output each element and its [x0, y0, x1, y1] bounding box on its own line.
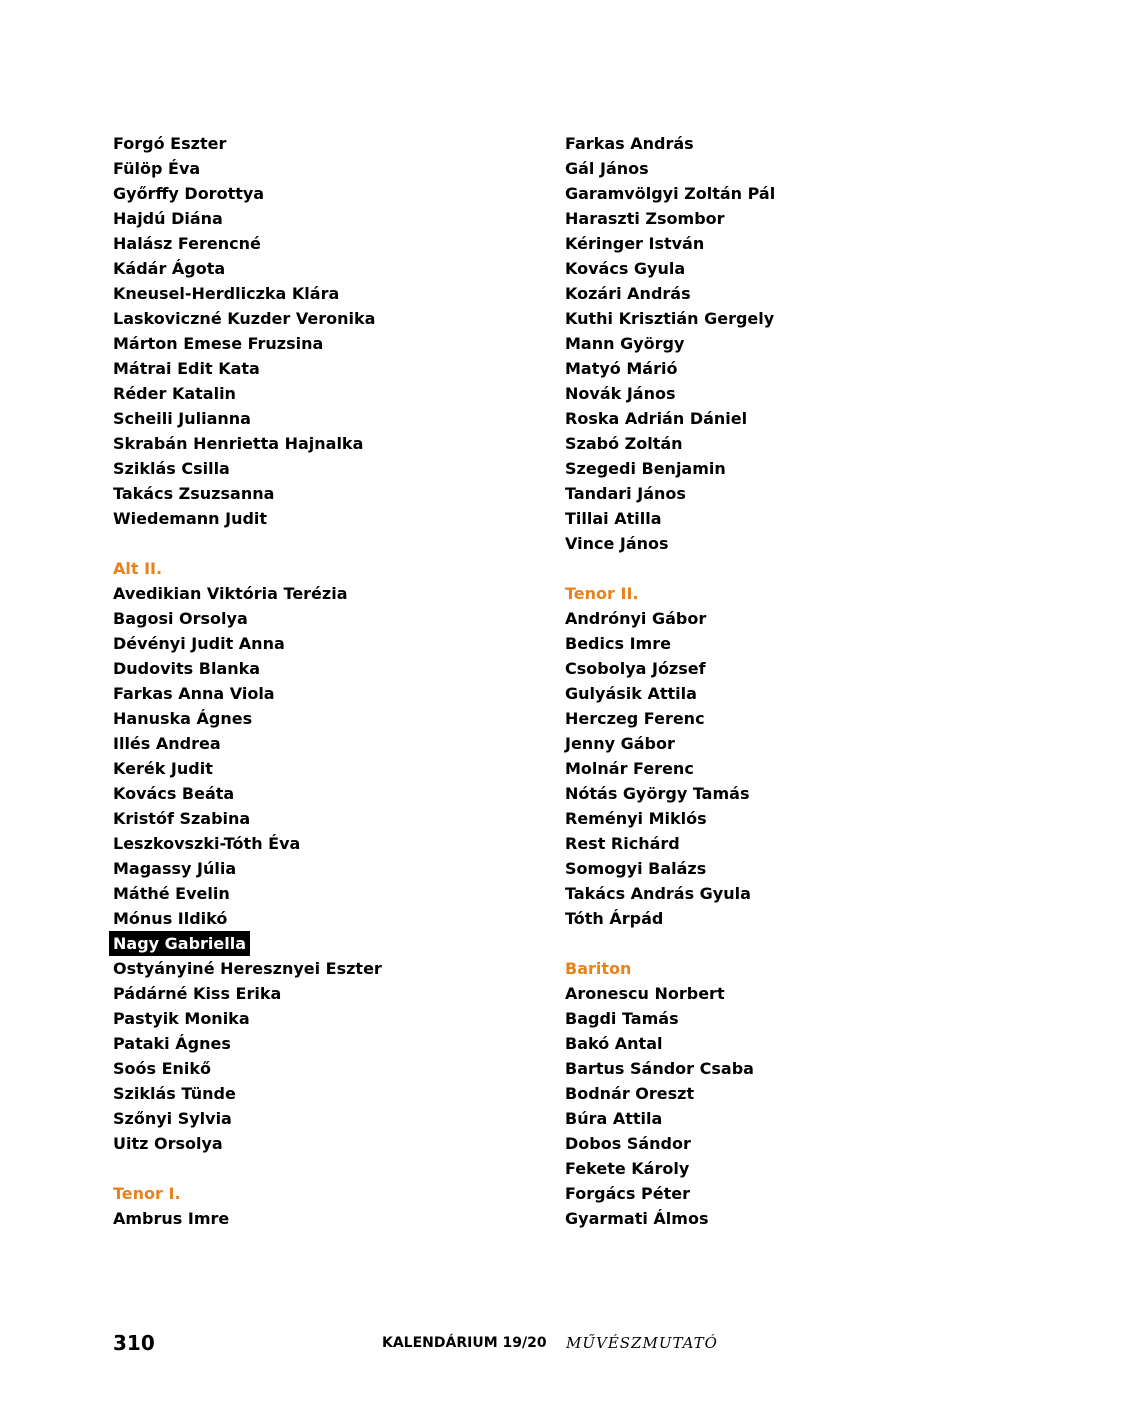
name-entry	[113, 356, 382, 381]
name-text: Gulyásik Attila	[565, 684, 697, 703]
name-text: Rest Richárd	[565, 834, 680, 853]
name-text: Molnár Ferenc	[565, 759, 694, 778]
name-entry	[565, 356, 775, 381]
name-text: Nótás György Tamás	[565, 784, 750, 803]
name-entry	[565, 1081, 775, 1106]
page-number: 310	[113, 1331, 155, 1355]
name-text: Magassy Júlia	[113, 859, 237, 878]
name-text: Somogyi Balázs	[565, 859, 707, 878]
name-entry	[113, 981, 382, 1006]
name-text: Máthé Evelin	[113, 884, 230, 903]
name-text: Mónus Ildikó	[113, 909, 228, 928]
name-text: Szegedi Benjamin	[565, 459, 726, 478]
name-text: Soós Enikő	[113, 1059, 212, 1078]
name-text: Hajdú Diána	[113, 209, 223, 228]
name-text: Csobolya József	[565, 659, 706, 678]
name-text: Pataki Ágnes	[113, 1034, 231, 1053]
name-entry	[565, 631, 775, 656]
section-title: MŰVÉSZMUTATÓ	[566, 1334, 718, 1352]
voice-section-heading	[565, 581, 775, 606]
name-text: Laskoviczné Kuzder Veronika	[113, 309, 376, 328]
name-text: Tandari János	[565, 484, 686, 503]
name-text: Ostyányiné Heresznyei Eszter	[113, 959, 382, 978]
name-entry	[565, 381, 775, 406]
name-text: Sziklás Csilla	[113, 459, 230, 478]
voice-section-heading	[113, 1181, 382, 1206]
name-entry	[113, 1131, 382, 1156]
name-entry	[565, 406, 775, 431]
name-text: Szőnyi Sylvia	[113, 1109, 232, 1128]
name-text: Búra Attila	[565, 1109, 663, 1128]
name-entry	[565, 1206, 775, 1231]
name-text: Andrónyi Gábor	[565, 609, 707, 628]
name-text: Garamvölgyi Zoltán Pál	[565, 184, 776, 203]
name-entry	[113, 656, 382, 681]
name-text: Farkas András	[565, 134, 694, 153]
name-entry	[113, 731, 382, 756]
name-entry	[565, 456, 775, 481]
name-entry	[565, 1031, 775, 1056]
name-text: Kádár Ágota	[113, 259, 226, 278]
name-entry	[113, 581, 382, 606]
name-entry	[113, 431, 382, 456]
name-text: Halász Ferencné	[113, 234, 261, 253]
name-text: Kovács Gyula	[565, 259, 686, 278]
name-text: Mann György	[565, 334, 685, 353]
name-text: Vince János	[565, 534, 669, 553]
name-entry	[565, 1106, 775, 1131]
name-entry	[113, 856, 382, 881]
name-text: Takács Zsuzsanna	[113, 484, 275, 503]
name-text: Bagosi Orsolya	[113, 609, 248, 628]
name-entry	[113, 681, 382, 706]
name-text: Uitz Orsolya	[113, 1134, 223, 1153]
name-text: Ambrus Imre	[113, 1209, 230, 1228]
name-entry	[113, 756, 382, 781]
name-entry	[113, 831, 382, 856]
name-text: Avedikian Viktória Terézia	[113, 584, 348, 603]
name-text: Kristóf Szabina	[113, 809, 251, 828]
name-text: Bartus Sándor Csaba	[565, 1059, 754, 1078]
name-entry	[565, 656, 775, 681]
name-entry	[113, 256, 382, 281]
name-text: Reményi Miklós	[565, 809, 707, 828]
name-entry	[113, 281, 382, 306]
name-text: Skrabán Henrietta Hajnalka	[113, 434, 364, 453]
section-heading-text: Tenor II.	[565, 584, 639, 603]
name-entry	[113, 1056, 382, 1081]
name-text: Forgács Péter	[565, 1184, 690, 1203]
name-entry	[565, 1156, 775, 1181]
name-entry	[565, 1181, 775, 1206]
section-heading-text: Bariton	[565, 959, 632, 978]
name-entry	[565, 431, 775, 456]
name-entry	[565, 531, 775, 556]
name-entry	[565, 131, 775, 156]
name-entry	[113, 806, 382, 831]
name-text: Fekete Károly	[565, 1159, 690, 1178]
name-text: Bedics Imre	[565, 634, 671, 653]
name-text: Aronescu Norbert	[565, 984, 725, 1003]
name-entry	[565, 756, 775, 781]
name-text: Illés Andrea	[113, 734, 221, 753]
name-text: Gyarmati Álmos	[565, 1209, 709, 1228]
name-entry	[113, 906, 382, 931]
name-entry	[113, 156, 382, 181]
right-name-column	[565, 131, 775, 1231]
name-entry	[565, 906, 775, 931]
name-text: Márton Emese Fruzsina	[113, 334, 324, 353]
name-text: Matyó Márió	[565, 359, 678, 378]
name-text: Novák János	[565, 384, 676, 403]
name-entry	[113, 131, 382, 156]
section-spacer	[565, 556, 775, 581]
name-entry	[565, 781, 775, 806]
name-text: Hanuska Ágnes	[113, 709, 253, 728]
name-entry	[113, 881, 382, 906]
name-entry	[565, 331, 775, 356]
name-entry	[565, 156, 775, 181]
name-entry	[113, 231, 382, 256]
name-text: Leszkovszki-Tóth Éva	[113, 834, 301, 853]
name-entry	[565, 256, 775, 281]
left-name-column	[113, 131, 382, 1231]
name-entry	[565, 1006, 775, 1031]
name-entry	[113, 381, 382, 406]
voice-section-heading	[565, 956, 775, 981]
name-entry	[113, 456, 382, 481]
name-text: Pádárné Kiss Erika	[113, 984, 282, 1003]
section-spacer	[565, 931, 775, 956]
name-text: Kovács Beáta	[113, 784, 235, 803]
name-entry	[565, 206, 775, 231]
name-text: Mátrai Edit Kata	[113, 359, 260, 378]
name-text: Wiedemann Judit	[113, 509, 268, 528]
name-text: Tóth Árpád	[565, 909, 664, 928]
highlighted-name-entry	[113, 931, 382, 956]
name-text: Takács András Gyula	[565, 884, 751, 903]
voice-section-heading	[113, 556, 382, 581]
name-entry	[565, 706, 775, 731]
name-text: Roska Adrián Dániel	[565, 409, 748, 428]
name-entry	[565, 281, 775, 306]
name-entry	[565, 881, 775, 906]
name-entry	[565, 1131, 775, 1156]
name-text: Forgó Eszter	[113, 134, 227, 153]
name-entry	[113, 1106, 382, 1131]
name-entry	[565, 481, 775, 506]
name-entry	[113, 781, 382, 806]
name-entry	[565, 231, 775, 256]
name-text: Kneusel-Herdliczka Klára	[113, 284, 340, 303]
name-text: Scheili Julianna	[113, 409, 251, 428]
name-entry	[565, 981, 775, 1006]
name-entry	[113, 1206, 382, 1231]
name-entry	[565, 731, 775, 756]
name-text: Bodnár Oreszt	[565, 1084, 695, 1103]
name-entry	[113, 956, 382, 981]
name-entry	[113, 306, 382, 331]
name-text: Herczeg Ferenc	[565, 709, 705, 728]
name-text: Dudovits Blanka	[113, 659, 261, 678]
name-entry	[565, 506, 775, 531]
name-entry	[113, 331, 382, 356]
name-entry	[113, 481, 382, 506]
highlighted-name-text: Nagy Gabriella	[109, 931, 250, 956]
name-text: Tillai Atilla	[565, 509, 662, 528]
name-entry	[113, 406, 382, 431]
name-text: Kozári András	[565, 284, 691, 303]
section-heading-text: Tenor I.	[113, 1184, 181, 1203]
name-entry	[565, 806, 775, 831]
name-text: Dobos Sándor	[565, 1134, 691, 1153]
name-text: Haraszti Zsombor	[565, 209, 725, 228]
name-entry	[113, 606, 382, 631]
name-text: Farkas Anna Viola	[113, 684, 275, 703]
section-heading-text: Alt II.	[113, 559, 163, 578]
name-entry	[113, 631, 382, 656]
name-text: Réder Katalin	[113, 384, 236, 403]
name-text: Jenny Gábor	[565, 734, 675, 753]
name-entry	[565, 606, 775, 631]
name-text: Kuthi Krisztián Gergely	[565, 309, 775, 328]
name-entry	[565, 831, 775, 856]
name-entry	[113, 506, 382, 531]
name-text: Fülöp Éva	[113, 159, 201, 178]
name-text: Kéringer István	[565, 234, 705, 253]
name-text: Szabó Zoltán	[565, 434, 683, 453]
name-text: Bakó Antal	[565, 1034, 663, 1053]
name-text: Sziklás Tünde	[113, 1084, 236, 1103]
name-entry	[113, 206, 382, 231]
name-entry	[565, 181, 775, 206]
name-text: Dévényi Judit Anna	[113, 634, 285, 653]
publication-title: KALENDÁRIUM 19/20	[382, 1335, 547, 1351]
name-text: Bagdi Tamás	[565, 1009, 679, 1028]
name-entry	[565, 681, 775, 706]
name-text: Győrffy Dorottya	[113, 184, 265, 203]
name-text: Gál János	[565, 159, 649, 178]
name-entry	[565, 856, 775, 881]
name-text: Pastyik Monika	[113, 1009, 250, 1028]
name-entry	[113, 706, 382, 731]
name-entry	[565, 1056, 775, 1081]
section-spacer	[113, 1156, 382, 1181]
name-entry	[113, 181, 382, 206]
section-spacer	[113, 531, 382, 556]
name-entry	[113, 1081, 382, 1106]
name-entry	[113, 1006, 382, 1031]
name-entry	[565, 306, 775, 331]
name-entry	[113, 1031, 382, 1056]
name-text: Kerék Judit	[113, 759, 213, 778]
